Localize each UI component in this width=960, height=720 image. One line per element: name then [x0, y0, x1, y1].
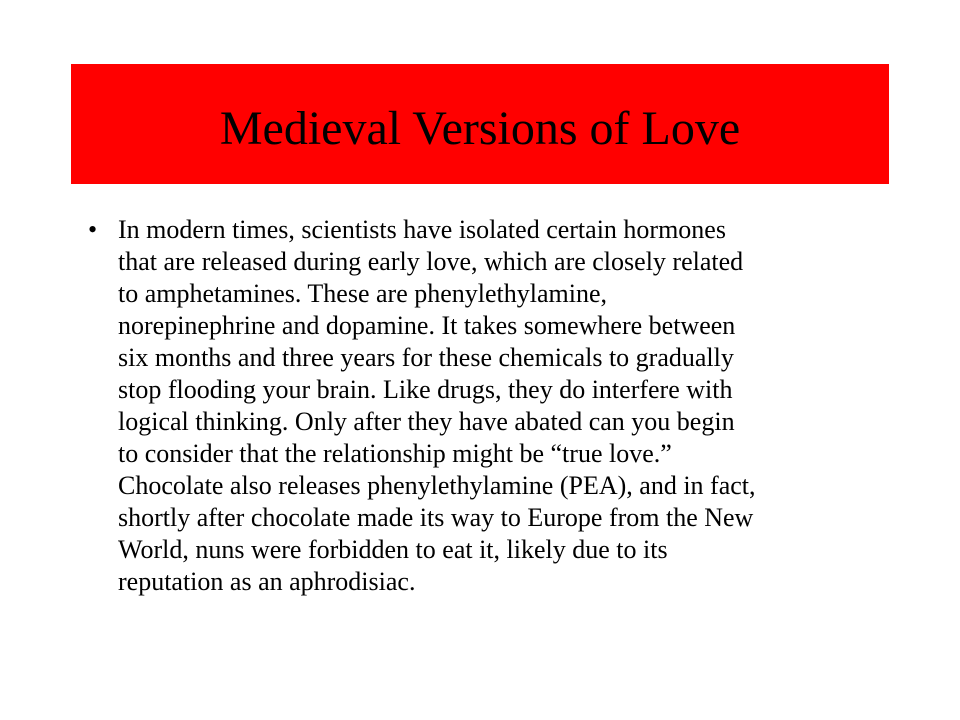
- slide-title: Medieval Versions of Love: [219, 102, 741, 155]
- bullet-point: •: [88, 215, 98, 244]
- title-banner: [71, 64, 889, 184]
- bullet-line: to amphetamines. These are phenylethylamine,: [118, 279, 608, 308]
- bullet-line: six months and three years for these chemicals to gradually: [118, 343, 734, 372]
- bullet-item: [88, 214, 918, 598]
- bullet-line: In modern times, scientists have isolated certain hormones: [118, 215, 726, 244]
- bullet-line: that are released during early love, which are closely related: [118, 247, 744, 276]
- bullet-line: reputation as an aphrodisiac.: [118, 567, 416, 596]
- bullet-line: to consider that the relationship might be “true love.”: [118, 439, 672, 468]
- bullet-line: logical thinking. Only after they have abated can you begin: [118, 407, 735, 436]
- bullet-line: stop flooding your brain. Like drugs, they do interfere with: [118, 375, 733, 404]
- bullet-line: Chocolate also releases phenylethylamine (PEA), and in fact,: [118, 471, 756, 500]
- bullet-line: norepinephrine and dopamine. It takes somewhere between: [118, 311, 736, 340]
- slide-body: [88, 214, 918, 598]
- bullet-line: World, nuns were forbidden to eat it, likely due to its: [118, 535, 668, 564]
- bullet-paragraph: [118, 214, 918, 598]
- bullet-line: shortly after chocolate made its way to Europe from the New: [118, 503, 754, 532]
